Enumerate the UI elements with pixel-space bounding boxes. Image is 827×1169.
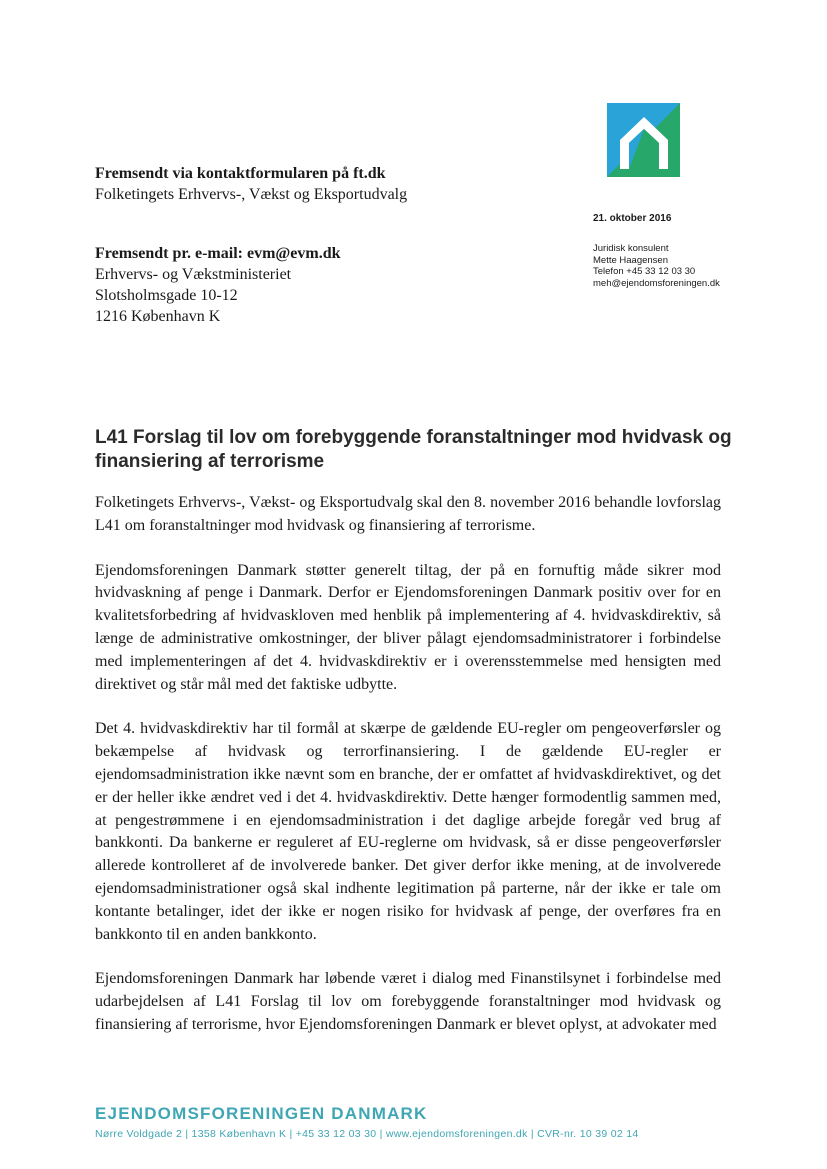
paragraph-4: Ejendomsforeningen Danmark har løbende været i dialog med Finanstilsynet i forbindelse med udarbejdelsen af L41 Forslag til lov om forebyggende foranstaltninger mod hvidvask og finansiering af terrorisme, hvor Ejendomsforeningen Danmark er blevet oplyst, at advokater med bbox=[95, 970, 721, 1033]
contact-name: Mette Haagensen bbox=[593, 254, 668, 266]
footer-contact-info: Nørre Voldgade 2 | 1358 København K | +45 33 12 03 30 | www.ejendomsforeningen.dk | CVR-nr. 10 39 02 14 bbox=[95, 1128, 639, 1140]
email-method: Fremsendt pr. e-mail: evm@evm.dk bbox=[95, 245, 341, 262]
recipient-street: Slotsholmsgade 10-12 bbox=[95, 287, 238, 304]
recipient-city: 1216 København K bbox=[95, 308, 221, 325]
contact-title: Juridisk konsulent bbox=[593, 243, 669, 254]
email-recipient-block bbox=[95, 243, 341, 327]
paragraph-2: Ejendomsforeningen Danmark støtter generelt tiltag, der på en fornuftig måde sikrer mod hvidvaskning af penge i Danmark. Derfor er Ejendomsforeningen Danmark positiv over for en kvalitetsforbedring af hvidvaskloven med henblik på implementering af 4. hvidvaskdirektiv, så længe de administrative omkostninger, der bliver pålagt ejendomsadministratorer i forbindelse med implementeringen af det 4. hvidvaskdirektiv er i overensstemmelse med hensigten med direktivet og står mål med det faktiske udbytte. bbox=[95, 561, 721, 693]
sender-block bbox=[95, 163, 407, 205]
paragraph-1: Folketingets Erhvervs-, Vækst- og Eksportudvalg skal den 8. november 2016 behandle lovforslag L41 om foranstaltninger mod hvidvask og finansiering af terrorisme. bbox=[95, 494, 721, 534]
sender-recipient: Folketingets Erhvervs-, Vækst og Eksportudvalg bbox=[95, 186, 408, 203]
document-title: L41 Forslag til lov om forebyggende foranstaltninger mod hvidvask og finansiering af terrorisme bbox=[95, 427, 732, 472]
contact-email: meh@ejendomsforeningen.dk bbox=[593, 277, 720, 289]
paragraph-3: Det 4. hvidvaskdirektiv har til formål at skærpe de gældende EU-regler om pengeoverførsler og bekæmpelse af hvidvask og terrorfinansiering. I de gældende EU-regler er ejendomsadministration ikke nævnt som en branche, der er omfattet af hvidvaskdirektivet, og det er der heller ikke ændret ved i det 4. hvidvaskdirektiv. Dette hænger formodentlig sammen med, at pengestrømmene i en ejendomsadministration i det daglige arbejde foregår ved brug af bankkonti. Da bankerne er reguleret af EU-reglerne om hvidvask, så er disse pengeoverførsler allerede kontrolleret af de involverede banker. Det giver derfor ikke mening, at de involverede ejendomsadministrationer også skal indhente legitimation på parterne, når der ikke er tale om kontante betalinger, idet der ikke er nogen risiko for hvidvask af penge, der overføres fra en bankkonto til en anden bankkonto. bbox=[95, 720, 721, 943]
footer-organization-name: EJENDOMSFORENINGEN DANMARK bbox=[95, 1104, 428, 1123]
letter-date: 21. oktober 2016 bbox=[593, 213, 672, 224]
house-logo-icon bbox=[607, 103, 680, 177]
sender-method: Fremsendt via kontaktformularen på ft.dk bbox=[95, 165, 386, 182]
recipient-name: Erhvervs- og Vækstministeriet bbox=[95, 266, 292, 283]
letter-body bbox=[95, 492, 721, 1059]
contact-block bbox=[593, 243, 720, 289]
contact-phone: Telefon +45 33 12 03 30 bbox=[593, 266, 696, 277]
